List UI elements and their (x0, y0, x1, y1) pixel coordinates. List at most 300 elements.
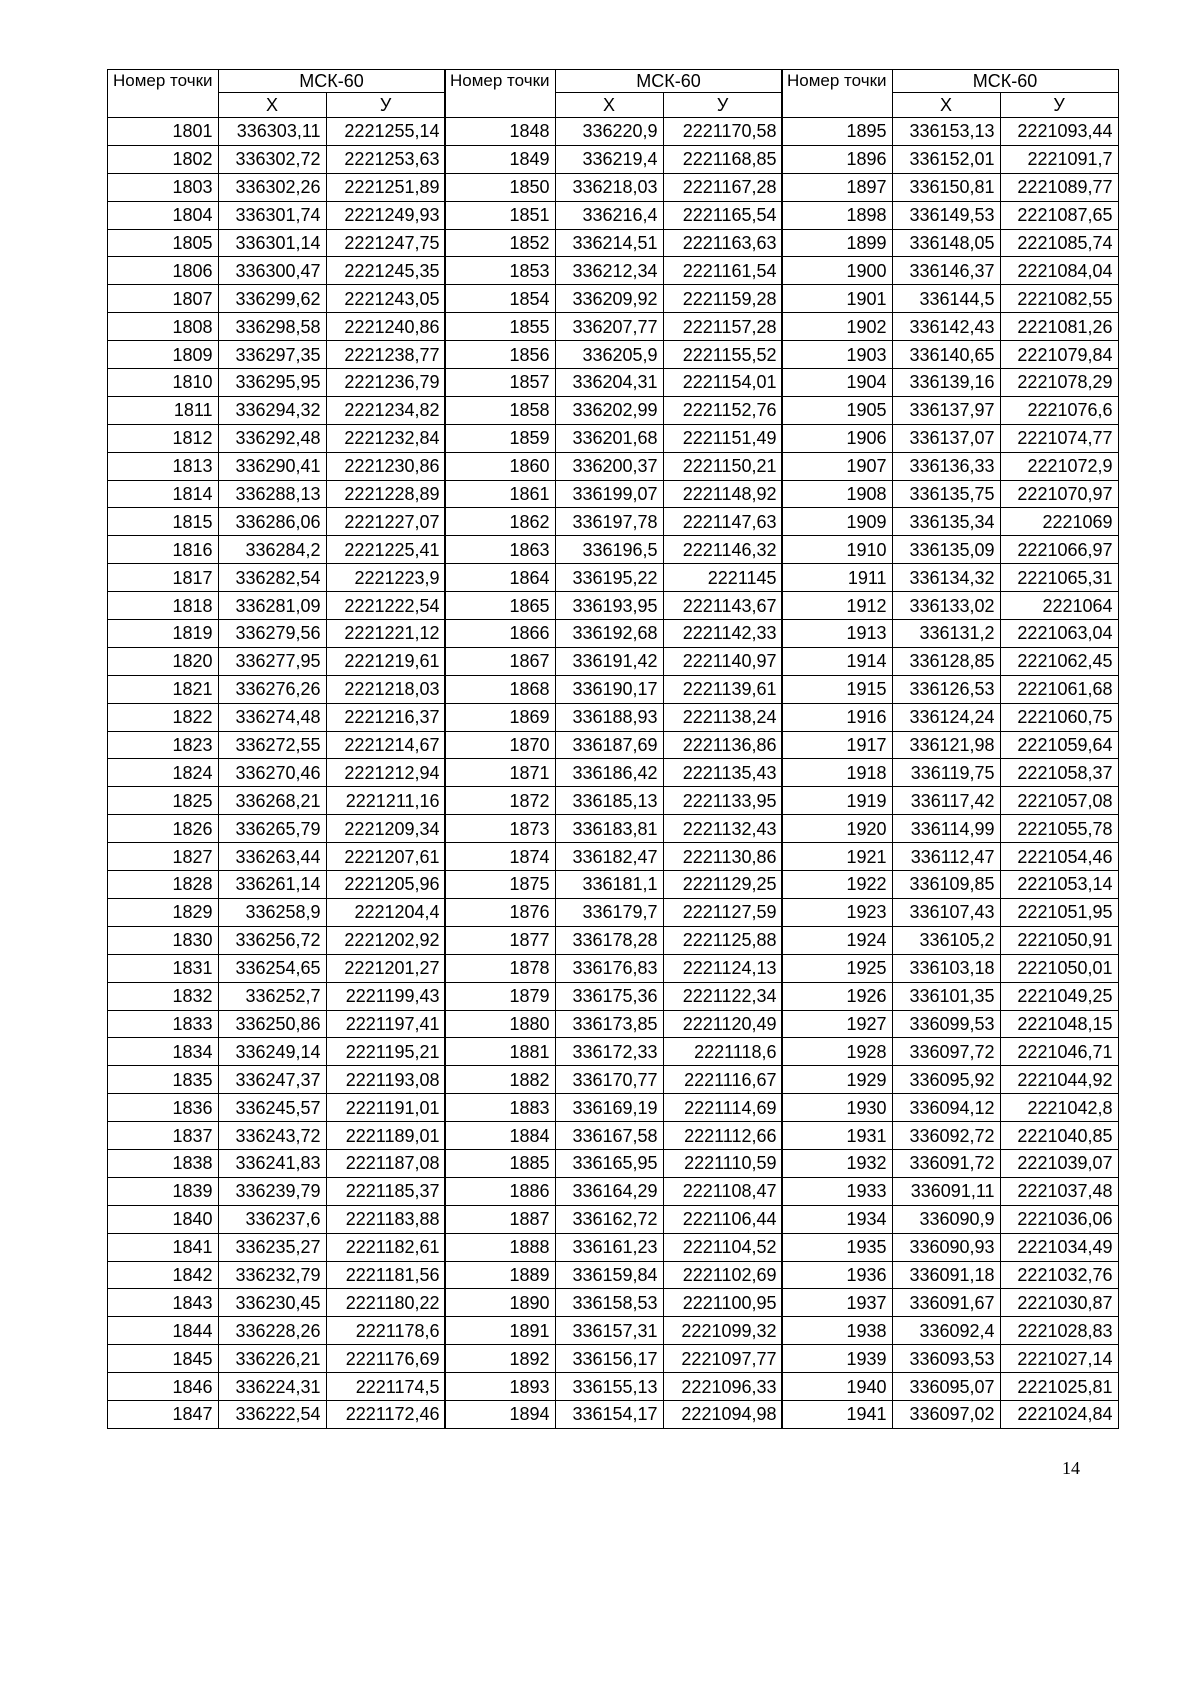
y-coordinate: 2221028,83 (1000, 1317, 1118, 1345)
y-coordinate: 2221211,16 (326, 787, 445, 815)
point-number: 1907 (782, 452, 893, 480)
x-coordinate: 336288,13 (218, 480, 326, 508)
y-coordinate: 2221189,01 (326, 1122, 445, 1150)
x-coordinate: 336099,53 (892, 1010, 1000, 1038)
table-row (782, 620, 1119, 648)
table-row (108, 452, 446, 480)
point-number: 1940 (782, 1373, 893, 1401)
y-header: У (1000, 93, 1118, 118)
table-row (108, 1066, 446, 1094)
point-number: 1851 (445, 201, 556, 229)
x-coordinate: 336182,47 (555, 843, 663, 871)
table-row (445, 898, 783, 926)
table-row (445, 173, 783, 201)
table-row (445, 1233, 783, 1261)
point-number: 1849 (445, 145, 556, 173)
point-number: 1804 (108, 201, 219, 229)
x-coordinate: 336093,53 (892, 1345, 1000, 1373)
x-coordinate: 336258,9 (218, 898, 326, 926)
y-coordinate: 2221178,6 (326, 1317, 445, 1345)
x-coordinate: 336239,79 (218, 1177, 326, 1205)
table-row (108, 173, 446, 201)
point-number: 1876 (445, 898, 556, 926)
table-row (782, 871, 1119, 899)
table-row (445, 369, 783, 397)
point-number: 1918 (782, 759, 893, 787)
table-row (445, 1066, 783, 1094)
y-coordinate: 2221060,75 (1000, 703, 1118, 731)
point-number: 1903 (782, 341, 893, 369)
table-row (782, 1400, 1119, 1428)
x-coordinate: 336201,68 (555, 424, 663, 452)
y-coordinate: 2221253,63 (326, 145, 445, 173)
point-number: 1835 (108, 1066, 219, 1094)
table-row (108, 675, 446, 703)
table-row (782, 1149, 1119, 1177)
table-row (108, 257, 446, 285)
x-coordinate: 336156,17 (555, 1345, 663, 1373)
table-row (108, 285, 446, 313)
x-coordinate: 336245,57 (218, 1094, 326, 1122)
point-number: 1856 (445, 341, 556, 369)
point-number: 1833 (108, 1010, 219, 1038)
y-coordinate: 2221027,14 (1000, 1345, 1118, 1373)
y-coordinate: 2221125,88 (663, 926, 782, 954)
point-number: 1929 (782, 1066, 893, 1094)
point-number: 1864 (445, 564, 556, 592)
x-coordinate: 336295,95 (218, 369, 326, 397)
table-row (108, 1205, 446, 1233)
table-row (782, 1345, 1119, 1373)
table-row (445, 118, 783, 146)
point-number: 1836 (108, 1094, 219, 1122)
x-coordinate: 336161,23 (555, 1233, 663, 1261)
coordinates-table-3 (781, 69, 1119, 1429)
table-row (445, 1122, 783, 1150)
table-row (108, 1010, 446, 1038)
x-coordinate: 336230,45 (218, 1289, 326, 1317)
point-number: 1803 (108, 173, 219, 201)
table-row (782, 759, 1119, 787)
x-coordinate: 336176,83 (555, 954, 663, 982)
x-header: Х (555, 93, 663, 118)
x-coordinate: 336290,41 (218, 452, 326, 480)
x-coordinate: 336252,7 (218, 982, 326, 1010)
x-coordinate: 336214,51 (555, 229, 663, 257)
x-coordinate: 336175,36 (555, 982, 663, 1010)
y-coordinate: 2221120,49 (663, 1010, 782, 1038)
y-coordinate: 2221097,77 (663, 1345, 782, 1373)
y-coordinate: 2221195,21 (326, 1038, 445, 1066)
y-coordinate: 2221116,67 (663, 1066, 782, 1094)
x-coordinate: 336101,35 (892, 982, 1000, 1010)
point-number: 1826 (108, 815, 219, 843)
y-header: У (326, 93, 445, 118)
y-coordinate: 2221054,46 (1000, 843, 1118, 871)
point-number-header: Номер точки (782, 70, 893, 118)
table-row (108, 1289, 446, 1317)
x-coordinate: 336277,95 (218, 647, 326, 675)
table-row (782, 313, 1119, 341)
point-number: 1801 (108, 118, 219, 146)
x-coordinate: 336150,81 (892, 173, 1000, 201)
y-coordinate: 2221228,89 (326, 480, 445, 508)
table-row (108, 369, 446, 397)
x-coordinate: 336237,6 (218, 1205, 326, 1233)
point-number: 1931 (782, 1122, 893, 1150)
y-coordinate: 2221106,44 (663, 1205, 782, 1233)
x-coordinate: 336092,4 (892, 1317, 1000, 1345)
y-coordinate: 2221084,04 (1000, 257, 1118, 285)
y-coordinate: 2221148,92 (663, 480, 782, 508)
point-number: 1844 (108, 1317, 219, 1345)
y-coordinate: 2221170,58 (663, 118, 782, 146)
y-header: У (663, 93, 782, 118)
table-row (445, 592, 783, 620)
table-row (108, 536, 446, 564)
point-number: 1937 (782, 1289, 893, 1317)
x-coordinate: 336294,32 (218, 396, 326, 424)
table-row (782, 341, 1119, 369)
x-coordinate: 336095,92 (892, 1066, 1000, 1094)
point-number: 1889 (445, 1261, 556, 1289)
x-coordinate: 336265,79 (218, 815, 326, 843)
table-row (782, 1038, 1119, 1066)
table-row (445, 647, 783, 675)
x-coordinate: 336164,29 (555, 1177, 663, 1205)
x-coordinate: 336192,68 (555, 620, 663, 648)
x-coordinate: 336097,02 (892, 1400, 1000, 1428)
x-coordinate: 336218,03 (555, 173, 663, 201)
point-number: 1885 (445, 1149, 556, 1177)
y-coordinate: 2221089,77 (1000, 173, 1118, 201)
point-number-header: Номер точки (445, 70, 556, 118)
y-coordinate: 2221236,79 (326, 369, 445, 397)
table-row (445, 1149, 783, 1177)
table-row (108, 145, 446, 173)
table-row (445, 1094, 783, 1122)
y-coordinate: 2221100,95 (663, 1289, 782, 1317)
table-row (782, 1094, 1119, 1122)
y-coordinate: 2221201,27 (326, 954, 445, 982)
point-number: 1909 (782, 508, 893, 536)
y-coordinate: 2221163,63 (663, 229, 782, 257)
x-coordinate: 336272,55 (218, 731, 326, 759)
point-number: 1905 (782, 396, 893, 424)
table-row (108, 480, 446, 508)
x-coordinate: 336274,48 (218, 703, 326, 731)
table-row (445, 1373, 783, 1401)
point-number: 1887 (445, 1205, 556, 1233)
y-coordinate: 2221102,69 (663, 1261, 782, 1289)
x-coordinate: 336091,18 (892, 1261, 1000, 1289)
y-coordinate: 2221152,76 (663, 396, 782, 424)
table-row (445, 815, 783, 843)
table-row (108, 647, 446, 675)
y-coordinate: 2221172,46 (326, 1400, 445, 1428)
x-header: Х (892, 93, 1000, 118)
point-number: 1808 (108, 313, 219, 341)
x-coordinate: 336247,37 (218, 1066, 326, 1094)
point-number: 1817 (108, 564, 219, 592)
x-coordinate: 336297,35 (218, 341, 326, 369)
point-number: 1901 (782, 285, 893, 313)
x-coordinate: 336300,47 (218, 257, 326, 285)
table-row (445, 787, 783, 815)
table-row (108, 871, 446, 899)
table-row (782, 647, 1119, 675)
x-coordinate: 336243,72 (218, 1122, 326, 1150)
x-coordinate: 336270,46 (218, 759, 326, 787)
y-coordinate: 2221159,28 (663, 285, 782, 313)
point-number: 1847 (108, 1400, 219, 1428)
table-row (445, 1177, 783, 1205)
point-number: 1871 (445, 759, 556, 787)
point-number: 1913 (782, 620, 893, 648)
x-coordinate: 336228,26 (218, 1317, 326, 1345)
x-coordinate: 336302,26 (218, 173, 326, 201)
point-number: 1897 (782, 173, 893, 201)
point-number: 1822 (108, 703, 219, 731)
point-number: 1932 (782, 1149, 893, 1177)
point-number: 1927 (782, 1010, 893, 1038)
point-number: 1848 (445, 118, 556, 146)
table-row (782, 898, 1119, 926)
point-number: 1888 (445, 1233, 556, 1261)
point-number: 1841 (108, 1233, 219, 1261)
point-number: 1930 (782, 1094, 893, 1122)
point-number: 1923 (782, 898, 893, 926)
y-coordinate: 2221249,93 (326, 201, 445, 229)
table-row (782, 1261, 1119, 1289)
x-coordinate: 336199,07 (555, 480, 663, 508)
table-row (782, 703, 1119, 731)
point-number: 1872 (445, 787, 556, 815)
x-coordinate: 336117,42 (892, 787, 1000, 815)
x-coordinate: 336152,01 (892, 145, 1000, 173)
point-number: 1850 (445, 173, 556, 201)
y-coordinate: 2221168,85 (663, 145, 782, 173)
x-coordinate: 336097,72 (892, 1038, 1000, 1066)
table-row (782, 815, 1119, 843)
x-coordinate: 336179,7 (555, 898, 663, 926)
y-coordinate: 2221046,71 (1000, 1038, 1118, 1066)
x-coordinate: 336107,43 (892, 898, 1000, 926)
y-coordinate: 2221110,59 (663, 1149, 782, 1177)
table-row (108, 313, 446, 341)
y-coordinate: 2221070,97 (1000, 480, 1118, 508)
y-coordinate: 2221032,76 (1000, 1261, 1118, 1289)
x-coordinate: 336133,02 (892, 592, 1000, 620)
table-row (782, 369, 1119, 397)
y-coordinate: 2221197,41 (326, 1010, 445, 1038)
point-number: 1924 (782, 926, 893, 954)
y-coordinate: 2221065,31 (1000, 564, 1118, 592)
x-header: Х (218, 93, 326, 118)
y-coordinate: 2221187,08 (326, 1149, 445, 1177)
y-coordinate: 2221174,5 (326, 1373, 445, 1401)
x-coordinate: 336137,97 (892, 396, 1000, 424)
x-coordinate: 336148,05 (892, 229, 1000, 257)
table-row (108, 759, 446, 787)
table-row (782, 1066, 1119, 1094)
table-row (445, 1317, 783, 1345)
table-row (445, 145, 783, 173)
y-coordinate: 2221251,89 (326, 173, 445, 201)
y-coordinate: 2221072,9 (1000, 452, 1118, 480)
point-number: 1878 (445, 954, 556, 982)
table-row (445, 396, 783, 424)
x-coordinate: 336197,78 (555, 508, 663, 536)
y-coordinate: 2221129,25 (663, 871, 782, 899)
table-row (108, 201, 446, 229)
y-coordinate: 2221082,55 (1000, 285, 1118, 313)
x-coordinate: 336202,99 (555, 396, 663, 424)
x-coordinate: 336112,47 (892, 843, 1000, 871)
y-coordinate: 2221024,84 (1000, 1400, 1118, 1428)
y-coordinate: 2221219,61 (326, 647, 445, 675)
point-number: 1890 (445, 1289, 556, 1317)
table-row (782, 173, 1119, 201)
point-number: 1898 (782, 201, 893, 229)
point-number: 1900 (782, 257, 893, 285)
point-number: 1910 (782, 536, 893, 564)
table-row (445, 871, 783, 899)
y-coordinate: 2221185,37 (326, 1177, 445, 1205)
y-coordinate: 2221181,56 (326, 1261, 445, 1289)
page-number: 14 (1062, 1458, 1080, 1478)
point-number: 1911 (782, 564, 893, 592)
x-coordinate: 336105,2 (892, 926, 1000, 954)
x-coordinate: 336195,22 (555, 564, 663, 592)
y-coordinate: 2221094,98 (663, 1400, 782, 1428)
header-row (782, 70, 1119, 93)
point-number: 1862 (445, 508, 556, 536)
y-coordinate: 2221139,61 (663, 675, 782, 703)
y-coordinate: 2221247,75 (326, 229, 445, 257)
point-number: 1908 (782, 480, 893, 508)
table-row (108, 898, 446, 926)
y-coordinate: 2221146,32 (663, 536, 782, 564)
y-coordinate: 2221230,86 (326, 452, 445, 480)
y-coordinate: 2221234,82 (326, 396, 445, 424)
table-row (782, 564, 1119, 592)
y-coordinate: 2221096,33 (663, 1373, 782, 1401)
table-row (445, 1010, 783, 1038)
x-coordinate: 336301,14 (218, 229, 326, 257)
table-row (108, 1038, 446, 1066)
point-number: 1921 (782, 843, 893, 871)
x-coordinate: 336139,16 (892, 369, 1000, 397)
x-coordinate: 336181,1 (555, 871, 663, 899)
x-coordinate: 336153,13 (892, 118, 1000, 146)
point-number: 1939 (782, 1345, 893, 1373)
table-row (782, 731, 1119, 759)
point-number: 1895 (782, 118, 893, 146)
point-number: 1902 (782, 313, 893, 341)
table-row (445, 620, 783, 648)
table-row (445, 926, 783, 954)
point-number: 1828 (108, 871, 219, 899)
table-row (782, 787, 1119, 815)
y-coordinate: 2221108,47 (663, 1177, 782, 1205)
y-coordinate: 2221063,04 (1000, 620, 1118, 648)
y-coordinate: 2221176,69 (326, 1345, 445, 1373)
point-number: 1819 (108, 620, 219, 648)
y-coordinate: 2221183,88 (326, 1205, 445, 1233)
y-coordinate: 2221036,06 (1000, 1205, 1118, 1233)
point-number: 1865 (445, 592, 556, 620)
point-number: 1928 (782, 1038, 893, 1066)
y-coordinate: 2221221,12 (326, 620, 445, 648)
table-row (108, 703, 446, 731)
x-coordinate: 336091,67 (892, 1289, 1000, 1317)
y-coordinate: 2221150,21 (663, 452, 782, 480)
x-coordinate: 336142,43 (892, 313, 1000, 341)
y-coordinate: 2221214,67 (326, 731, 445, 759)
y-coordinate: 2221240,86 (326, 313, 445, 341)
table-row (108, 731, 446, 759)
x-coordinate: 336140,65 (892, 341, 1000, 369)
y-coordinate: 2221193,08 (326, 1066, 445, 1094)
y-coordinate: 2221199,43 (326, 982, 445, 1010)
x-coordinate: 336165,95 (555, 1149, 663, 1177)
table-row (108, 564, 446, 592)
table-row (782, 396, 1119, 424)
point-number: 1922 (782, 871, 893, 899)
table-row (782, 592, 1119, 620)
y-coordinate: 2221066,97 (1000, 536, 1118, 564)
table-row (782, 1317, 1119, 1345)
x-coordinate: 336301,74 (218, 201, 326, 229)
y-coordinate: 2221216,37 (326, 703, 445, 731)
point-number: 1936 (782, 1261, 893, 1289)
y-coordinate: 2221053,14 (1000, 871, 1118, 899)
table-row (782, 1233, 1119, 1261)
coordinate-system-header: МСК-60 (892, 70, 1118, 93)
x-coordinate: 336250,86 (218, 1010, 326, 1038)
table-row (108, 1345, 446, 1373)
x-coordinate: 336249,14 (218, 1038, 326, 1066)
table-row (108, 508, 446, 536)
x-coordinate: 336268,21 (218, 787, 326, 815)
y-coordinate: 2221099,32 (663, 1317, 782, 1345)
table-row (445, 424, 783, 452)
point-number: 1816 (108, 536, 219, 564)
point-number: 1896 (782, 145, 893, 173)
y-coordinate: 2221142,33 (663, 620, 782, 648)
y-coordinate: 2221132,43 (663, 815, 782, 843)
table-row (108, 843, 446, 871)
x-coordinate: 336091,72 (892, 1149, 1000, 1177)
y-coordinate: 2221255,14 (326, 118, 445, 146)
x-coordinate: 336279,56 (218, 620, 326, 648)
x-coordinate: 336220,9 (555, 118, 663, 146)
point-number: 1818 (108, 592, 219, 620)
table-row (108, 1317, 446, 1345)
point-number: 1831 (108, 954, 219, 982)
x-coordinate: 336284,2 (218, 536, 326, 564)
point-number: 1820 (108, 647, 219, 675)
y-coordinate: 2221030,87 (1000, 1289, 1118, 1317)
y-coordinate: 2221191,01 (326, 1094, 445, 1122)
x-coordinate: 336191,42 (555, 647, 663, 675)
x-coordinate: 336281,09 (218, 592, 326, 620)
x-coordinate: 336263,44 (218, 843, 326, 871)
point-number: 1843 (108, 1289, 219, 1317)
point-number: 1874 (445, 843, 556, 871)
point-number: 1809 (108, 341, 219, 369)
